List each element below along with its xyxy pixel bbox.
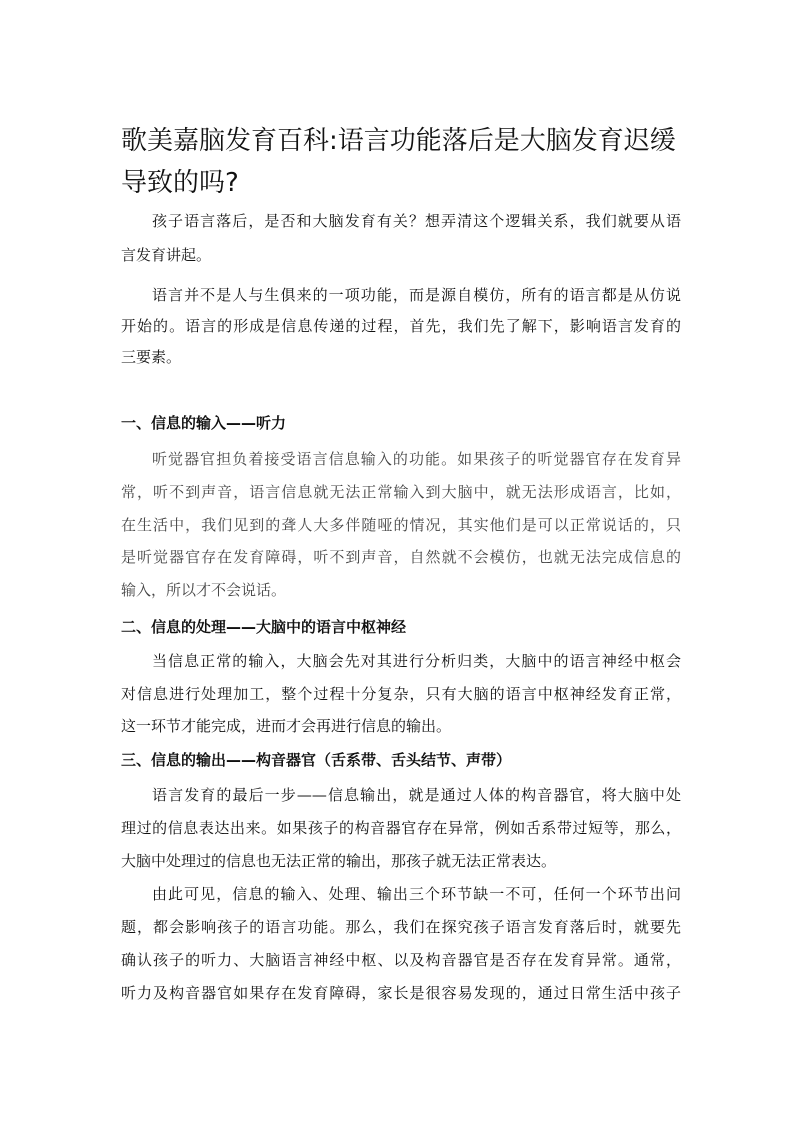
section2-line-2: 对信息进行处理加工，整个过程十分复杂，只有大脑的语言中枢神经发育正常，: [121, 685, 681, 703]
para2-line-2: 开始的。语言的形成是信息传递的过程，首先，我们先了解下，影响语言发育的: [121, 317, 681, 335]
section1-line-5: 输入，所以才不会说话。: [121, 581, 287, 599]
section1-line-1: 听觉器官担负着接受语言信息输入的功能。如果孩子的听觉器官存在发育异: [152, 450, 681, 468]
section1-line-2: 常，听不到声音，语言信息就无法正常输入到大脑中，就无法形成语言，比如，: [121, 483, 681, 501]
para2-line-3: 三要素。: [121, 348, 182, 366]
section2-line-1: 当信息正常的输入，大脑会先对其进行分析归类，大脑中的语言神经中枢会: [152, 652, 681, 670]
section1-heading: 一、信息的输入——听力: [121, 414, 287, 432]
section3-line-3: 大脑中处理过的信息也无法正常的输出，那孩子就无法正常表达。: [121, 852, 557, 870]
section2-line-3: 这一环节才能完成，进而才会再进行信息的输出。: [121, 717, 452, 735]
section3-heading: 三、信息的输出——构音器官（舌系带、舌头结节、声带）: [121, 751, 512, 769]
section1-line-3: 在生活中，我们见到的聋人大多伴随哑的情况，其实他们是可以正常说话的，只: [121, 516, 681, 534]
document-title: 歌美嘉脑发育百科:语言功能落后是大脑发育迟缓导致的吗?: [121, 126, 676, 198]
last-para-line-2: 题，都会影响孩子的语言功能。那么，我们在探究孩子语言发育落后时，就要先: [121, 918, 681, 936]
section3-line-2: 理过的信息表达出来。如果孩子的构音器官存在异常，例如舌系带过短等，那么，: [121, 819, 681, 837]
last-para-line-4: 听力及构音器官如果存在发育障碍，家长是很容易发现的，通过日常生活中孩子: [121, 984, 681, 1002]
para2-line-1: 语言并不是人与生俱来的一项功能，而是源自模仿，所有的语言都是从仿说: [152, 286, 681, 304]
last-para-line-1: 由此可见，信息的输入、处理、输出三个环节缺一不可，任何一个环节出问: [152, 885, 681, 903]
section3-line-1: 语言发育的最后一步——信息输出，就是通过人体的构音器官，将大脑中处: [152, 786, 681, 804]
section1-line-4: 是听觉器官存在发育障碍，听不到声音，自然就不会模仿，也就无法完成信息的: [121, 548, 681, 566]
intro-line-2: 言发育讲起。: [121, 246, 212, 264]
section2-heading: 二、信息的处理——大脑中的语言中枢神经: [121, 618, 407, 636]
last-para-line-3: 确认孩子的听力、大脑语言神经中枢、以及构音器官是否存在发育异常。通常，: [121, 951, 681, 969]
intro-line-1: 孩子语言落后，是否和大脑发育有关？想弄清这个逻辑关系，我们就要从语: [152, 212, 681, 230]
